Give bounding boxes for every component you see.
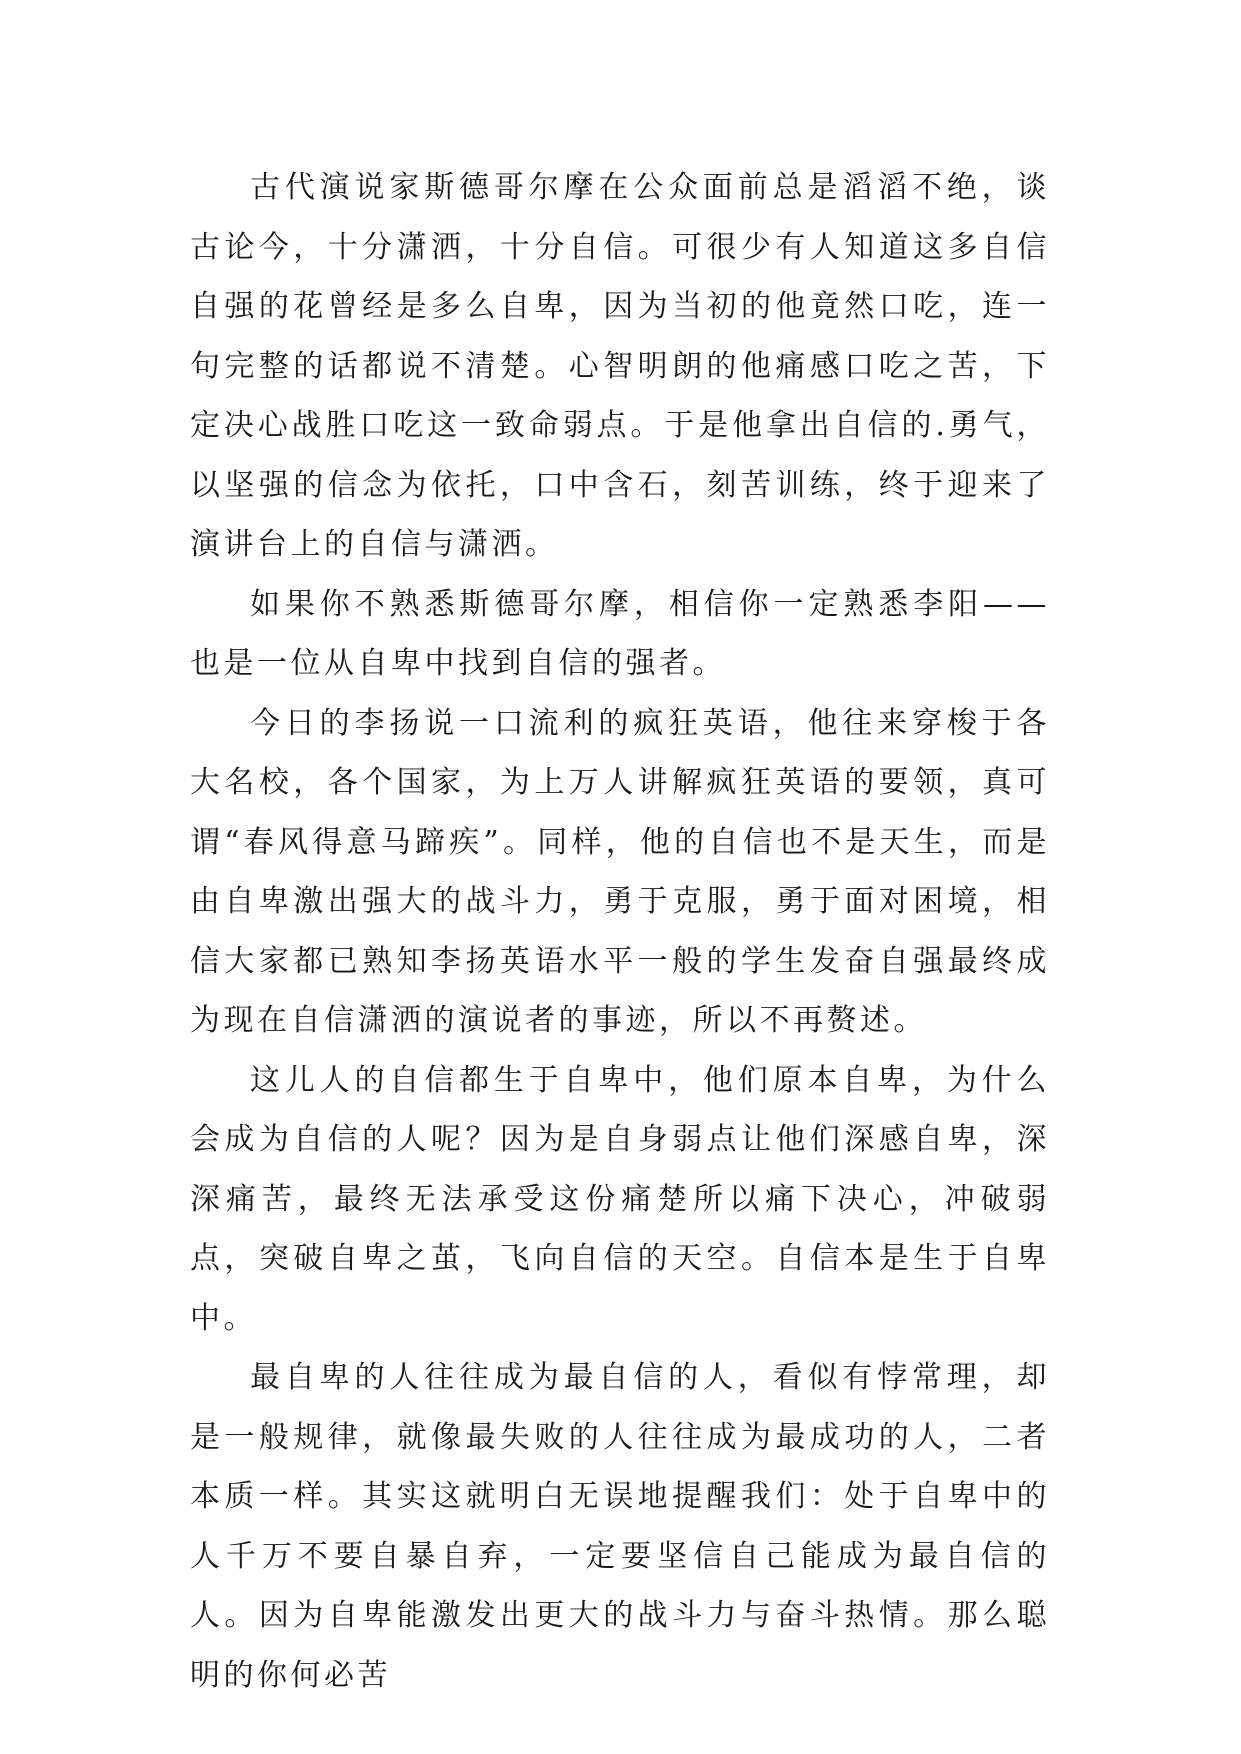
paragraph-3: 今日的李扬说一口流利的疯狂英语，他往来穿梭于各大名校，各个国家，为上万人讲解疯狂英语的要领，真可谓“春风得意马蹄疾”。同样，他的自信也不是天生，而是由自卑激出强大的战斗力，勇于克服，勇于面对困境，相信大家都已熟知李扬英语水平一般的学生发奋自强最终成为现在自信潇洒的演说者的事迹，所以不再赘述。: [190, 705, 1050, 1038]
paragraph-1: 古代演说家斯德哥尔摩在公众面前总是滔滔不绝，谈古论今，十分潇洒，十分自信。可很少有人知道这多自信自强的花曾经是多么自卑，因为当初的他竟然口吃，连一句完整的话都说不清楚。心智明朗的他痛感口吃之苦，下定决心战胜口吃这一致命弱点。于是他拿出自信的.勇气，以坚强的信念为依托，口中含石，刻苦训练，终于迎来了演讲台上的自信与潇洒。: [190, 170, 1050, 562]
paragraph-5: 最自卑的人往往成为最自信的人，看似有悖常理，却是一般规律，就像最失败的人往往成为最成功的人，二者本质一样。其实这就明白无误地提醒我们：处于自卑中的人千万不要自暴自弃，一定要坚信自己能成为最自信的人。因为自卑能激发出更大的战斗力与奋斗热情。那么聪明的你何必苦: [190, 1360, 1050, 1693]
document-body: [190, 158, 1050, 1705]
paragraph-2: 如果你不熟悉斯德哥尔摩，相信你一定熟悉李阳——也是一位从自卑中找到自信的强者。: [190, 586, 1050, 681]
paragraph-4: 这儿人的自信都生于自卑中，他们原本自卑，为什么会成为自信的人呢？因为是自身弱点让他们深感自卑，深深痛苦，最终无法承受这份痛楚所以痛下决心，冲破弱点，突破自卑之茧，飞向自信的天空。自信本是生于自卑中。: [190, 1062, 1050, 1336]
